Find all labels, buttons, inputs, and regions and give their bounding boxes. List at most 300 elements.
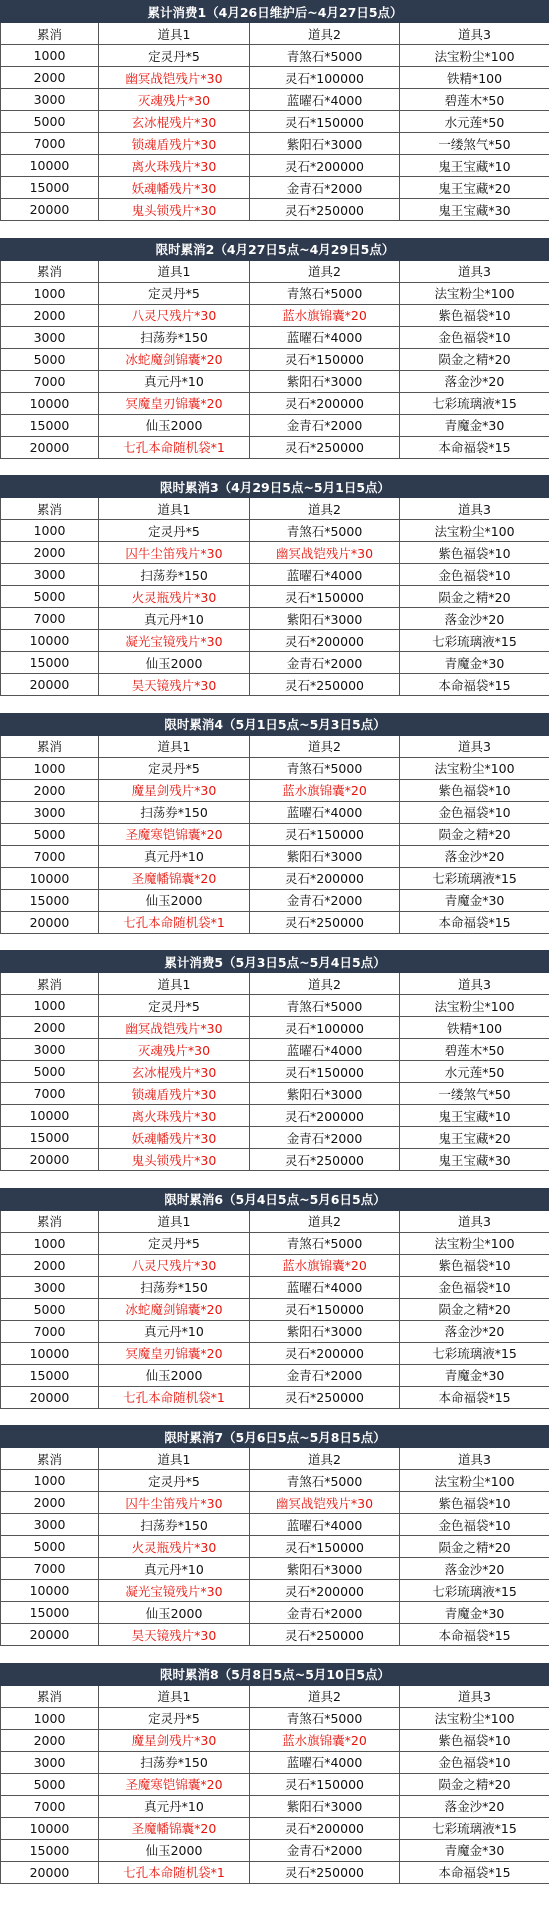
reward-item-cell: 锁魂盾残片*30 [99, 1083, 250, 1105]
reward-item-cell: 昊天镜残片*30 [99, 674, 250, 696]
reward-item-cell: 仙玉2000 [99, 1839, 250, 1861]
reward-item-cell: 鬼王宝藏*20 [400, 1127, 549, 1149]
table-row [1, 414, 549, 436]
reward-item-cell: 灵石*250000 [250, 436, 400, 458]
reward-item-cell: 仙玉2000 [99, 1602, 250, 1624]
table-title: 限时累消6（5月4日5点~5月6日5点） [1, 1188, 549, 1210]
table-row [1, 89, 549, 111]
spend-threshold-cell: 7000 [1, 845, 99, 867]
spend-threshold-cell: 3000 [1, 326, 99, 348]
table-row [1, 823, 549, 845]
reward-table [0, 1188, 549, 1409]
spend-threshold-cell: 5000 [1, 111, 99, 133]
reward-item-cell: 灵石*200000 [250, 1342, 400, 1364]
spend-threshold-cell: 10000 [1, 392, 99, 414]
table-header-row [1, 1685, 549, 1707]
table-row [1, 1470, 549, 1492]
reward-item-cell: 本命福袋*15 [400, 1624, 549, 1646]
spend-threshold-cell: 10000 [1, 630, 99, 652]
table-row [1, 1149, 549, 1171]
reward-item-cell: 金青石*2000 [250, 414, 400, 436]
reward-item-cell: 七孔本命随机袋*1 [99, 1386, 250, 1408]
reward-item-cell: 冰蛇魔剑锦囊*20 [99, 348, 250, 370]
reward-item-cell: 水元莲*50 [400, 111, 549, 133]
column-header: 道具1 [99, 1685, 250, 1707]
reward-item-cell: 金青石*2000 [250, 889, 400, 911]
reward-item-cell: 火灵瓶残片*30 [99, 586, 250, 608]
reward-item-cell: 灵石*250000 [250, 1624, 400, 1646]
spend-threshold-cell: 20000 [1, 1861, 99, 1883]
table-row [1, 155, 549, 177]
reward-item-cell: 鬼王宝藏*30 [400, 199, 549, 221]
table-row [1, 1795, 549, 1817]
reward-item-cell: 玄冰棍残片*30 [99, 111, 250, 133]
reward-item-cell: 灵石*200000 [250, 155, 400, 177]
reward-item-cell: 灭魂残片*30 [99, 1039, 250, 1061]
spend-threshold-cell: 1000 [1, 520, 99, 542]
reward-item-cell: 法宝粉尘*100 [400, 1470, 549, 1492]
reward-item-cell: 妖魂幡残片*30 [99, 1127, 250, 1149]
table-row [1, 1602, 549, 1624]
column-header: 道具3 [400, 260, 549, 282]
reward-item-cell: 紫阳石*3000 [250, 1795, 400, 1817]
column-header: 累消 [1, 1448, 99, 1470]
table-title: 累计消费1（4月26日维护后~4月27日5点） [1, 1, 549, 23]
reward-item-cell: 金青石*2000 [250, 652, 400, 674]
reward-item-cell: 真元丹*10 [99, 370, 250, 392]
reward-item-cell: 蓝水旗锦囊*20 [250, 779, 400, 801]
spend-threshold-cell: 2000 [1, 1729, 99, 1751]
table-row [1, 586, 549, 608]
table-row [1, 1039, 549, 1061]
table-row [1, 1254, 549, 1276]
reward-item-cell: 紫阳石*3000 [250, 845, 400, 867]
table-row [1, 326, 549, 348]
table-row [1, 1514, 549, 1536]
reward-item-cell: 扫荡券*150 [99, 326, 250, 348]
reward-item-cell: 灵石*200000 [250, 1105, 400, 1127]
reward-item-cell: 鬼头锁残片*30 [99, 1149, 250, 1171]
column-header: 道具3 [400, 735, 549, 757]
column-header: 道具2 [250, 498, 400, 520]
column-header: 道具3 [400, 973, 549, 995]
reward-item-cell: 紫阳石*3000 [250, 608, 400, 630]
reward-item-cell: 本命福袋*15 [400, 674, 549, 696]
column-header: 累消 [1, 498, 99, 520]
reward-item-cell: 蓝曜石*4000 [250, 1039, 400, 1061]
reward-item-cell: 青魔金*30 [400, 652, 549, 674]
column-header: 道具1 [99, 735, 250, 757]
reward-item-cell: 真元丹*10 [99, 1558, 250, 1580]
reward-item-cell: 青煞石*5000 [250, 1707, 400, 1729]
reward-table [0, 1425, 549, 1646]
reward-item-cell: 圣魔幡锦囊*20 [99, 1817, 250, 1839]
table-row [1, 1839, 549, 1861]
reward-item-cell: 灵石*200000 [250, 630, 400, 652]
spend-threshold-cell: 15000 [1, 889, 99, 911]
reward-item-cell: 陨金之精*20 [400, 1536, 549, 1558]
spend-threshold-cell: 15000 [1, 652, 99, 674]
reward-item-cell: 圣魔寒铠锦囊*20 [99, 1773, 250, 1795]
reward-item-cell: 金色福袋*10 [400, 564, 549, 586]
reward-item-cell: 幽冥战铠残片*30 [250, 1492, 400, 1514]
spend-threshold-cell: 3000 [1, 1039, 99, 1061]
column-header: 道具3 [400, 1685, 549, 1707]
reward-item-cell: 铁精*100 [400, 1017, 549, 1039]
reward-item-cell: 法宝粉尘*100 [400, 520, 549, 542]
spend-threshold-cell: 3000 [1, 89, 99, 111]
table-title: 累计消费5（5月3日5点~5月4日5点） [1, 951, 549, 973]
reward-item-cell: 青煞石*5000 [250, 995, 400, 1017]
reward-item-cell: 蓝曜石*4000 [250, 1751, 400, 1773]
reward-item-cell: 凝光宝镜残片*30 [99, 630, 250, 652]
reward-item-cell: 水元莲*50 [400, 1061, 549, 1083]
reward-item-cell: 法宝粉尘*100 [400, 1707, 549, 1729]
spend-threshold-cell: 20000 [1, 436, 99, 458]
reward-item-cell: 金色福袋*10 [400, 801, 549, 823]
table-row [1, 995, 549, 1017]
reward-item-cell: 灵石*150000 [250, 1773, 400, 1795]
reward-item-cell: 仙玉2000 [99, 889, 250, 911]
reward-item-cell: 青煞石*5000 [250, 520, 400, 542]
reward-item-cell: 幽冥战铠残片*30 [250, 542, 400, 564]
column-header: 累消 [1, 260, 99, 282]
reward-item-cell: 紫阳石*3000 [250, 1558, 400, 1580]
column-header: 累消 [1, 1685, 99, 1707]
reward-item-cell: 落金沙*20 [400, 608, 549, 630]
table-header-row [1, 973, 549, 995]
reward-item-cell: 落金沙*20 [400, 1558, 549, 1580]
table-header-row [1, 260, 549, 282]
reward-item-cell: 灵石*200000 [250, 867, 400, 889]
reward-item-cell: 扫荡券*150 [99, 564, 250, 586]
table-header-row [1, 1210, 549, 1232]
table-row [1, 1320, 549, 1342]
table-row [1, 1817, 549, 1839]
column-header: 道具2 [250, 1685, 400, 1707]
reward-item-cell: 金色福袋*10 [400, 1276, 549, 1298]
reward-item-cell: 蓝曜石*4000 [250, 801, 400, 823]
reward-item-cell: 灵石*150000 [250, 348, 400, 370]
table-row [1, 370, 549, 392]
reward-item-cell: 扫荡券*150 [99, 1514, 250, 1536]
reward-item-cell: 七彩琉璃液*15 [400, 1342, 549, 1364]
table-row [1, 757, 549, 779]
reward-item-cell: 定灵丹*5 [99, 282, 250, 304]
reward-item-cell: 蓝曜石*4000 [250, 326, 400, 348]
spend-threshold-cell: 2000 [1, 304, 99, 326]
reward-item-cell: 金青石*2000 [250, 177, 400, 199]
table-row [1, 199, 549, 221]
reward-item-cell: 定灵丹*5 [99, 757, 250, 779]
reward-item-cell: 紫色福袋*10 [400, 1492, 549, 1514]
table-row [1, 133, 549, 155]
spend-threshold-cell: 2000 [1, 1254, 99, 1276]
reward-item-cell: 灵石*250000 [250, 1386, 400, 1408]
table-title: 限时累消7（5月6日5点~5月8日5点） [1, 1426, 549, 1448]
reward-item-cell: 灵石*150000 [250, 586, 400, 608]
spend-threshold-cell: 7000 [1, 1083, 99, 1105]
column-header: 道具1 [99, 498, 250, 520]
reward-item-cell: 紫色福袋*10 [400, 779, 549, 801]
spend-threshold-cell: 7000 [1, 370, 99, 392]
reward-item-cell: 七彩琉璃液*15 [400, 867, 549, 889]
reward-item-cell: 仙玉2000 [99, 652, 250, 674]
spend-threshold-cell: 5000 [1, 823, 99, 845]
spend-threshold-cell: 3000 [1, 1514, 99, 1536]
reward-item-cell: 紫色福袋*10 [400, 1729, 549, 1751]
table-row [1, 652, 549, 674]
reward-item-cell: 灵石*150000 [250, 1298, 400, 1320]
spend-threshold-cell: 5000 [1, 348, 99, 370]
reward-item-cell: 幽冥战铠残片*30 [99, 1017, 250, 1039]
table-row [1, 1536, 549, 1558]
table-row [1, 801, 549, 823]
reward-item-cell: 法宝粉尘*100 [400, 757, 549, 779]
spend-threshold-cell: 20000 [1, 674, 99, 696]
table-row [1, 867, 549, 889]
reward-item-cell: 蓝曜石*4000 [250, 564, 400, 586]
reward-item-cell: 灵石*250000 [250, 674, 400, 696]
spend-threshold-cell: 5000 [1, 1536, 99, 1558]
spend-threshold-cell: 1000 [1, 757, 99, 779]
reward-item-cell: 金色福袋*10 [400, 1514, 549, 1536]
spend-threshold-cell: 1000 [1, 1707, 99, 1729]
spend-threshold-cell: 7000 [1, 1320, 99, 1342]
column-header: 累消 [1, 735, 99, 757]
table-row [1, 889, 549, 911]
reward-item-cell: 青煞石*5000 [250, 45, 400, 67]
reward-item-cell: 仙玉2000 [99, 1364, 250, 1386]
table-row [1, 1707, 549, 1729]
reward-item-cell: 本命福袋*15 [400, 436, 549, 458]
reward-item-cell: 蓝曜石*4000 [250, 89, 400, 111]
reward-item-cell: 落金沙*20 [400, 845, 549, 867]
spend-threshold-cell: 3000 [1, 1751, 99, 1773]
column-header: 道具2 [250, 973, 400, 995]
reward-item-cell: 圣魔幡锦囊*20 [99, 867, 250, 889]
table-header-row [1, 1448, 549, 1470]
table-row [1, 674, 549, 696]
reward-item-cell: 七彩琉璃液*15 [400, 1817, 549, 1839]
table-row [1, 1017, 549, 1039]
column-header: 道具3 [400, 1448, 549, 1470]
reward-item-cell: 囚牛尘笛残片*30 [99, 542, 250, 564]
reward-item-cell: 落金沙*20 [400, 370, 549, 392]
reward-item-cell: 圣魔寒铠锦囊*20 [99, 823, 250, 845]
table-row [1, 348, 549, 370]
reward-item-cell: 真元丹*10 [99, 608, 250, 630]
reward-item-cell: 妖魂幡残片*30 [99, 177, 250, 199]
reward-item-cell: 青魔金*30 [400, 1602, 549, 1624]
reward-item-cell: 青煞石*5000 [250, 757, 400, 779]
column-header: 道具1 [99, 1210, 250, 1232]
table-row [1, 1386, 549, 1408]
table-row [1, 1061, 549, 1083]
reward-item-cell: 鬼王宝藏*10 [400, 1105, 549, 1127]
spend-threshold-cell: 20000 [1, 1149, 99, 1171]
reward-item-cell: 青煞石*5000 [250, 1232, 400, 1254]
table-row [1, 304, 549, 326]
spend-threshold-cell: 5000 [1, 1773, 99, 1795]
spend-threshold-cell: 20000 [1, 1386, 99, 1408]
reward-item-cell: 冥魔皇刃锦囊*20 [99, 1342, 250, 1364]
reward-item-cell: 一缕煞气*50 [400, 1083, 549, 1105]
reward-item-cell: 魔星剑残片*30 [99, 779, 250, 801]
reward-item-cell: 蓝水旗锦囊*20 [250, 304, 400, 326]
reward-table [0, 950, 549, 1171]
reward-item-cell: 紫色福袋*10 [400, 1254, 549, 1276]
spend-threshold-cell: 10000 [1, 1580, 99, 1602]
table-row [1, 1298, 549, 1320]
reward-item-cell: 鬼王宝藏*30 [400, 1149, 549, 1171]
table-row [1, 520, 549, 542]
column-header: 累消 [1, 1210, 99, 1232]
spend-threshold-cell: 15000 [1, 1364, 99, 1386]
table-row [1, 436, 549, 458]
reward-item-cell: 碧莲木*50 [400, 1039, 549, 1061]
table-row [1, 1127, 549, 1149]
table-row [1, 1773, 549, 1795]
reward-item-cell: 灵石*150000 [250, 1536, 400, 1558]
column-header: 道具1 [99, 260, 250, 282]
reward-item-cell: 法宝粉尘*100 [400, 282, 549, 304]
reward-item-cell: 扫荡券*150 [99, 1751, 250, 1773]
reward-item-cell: 落金沙*20 [400, 1320, 549, 1342]
column-header: 累消 [1, 23, 99, 45]
reward-item-cell: 七孔本命随机袋*1 [99, 911, 250, 933]
reward-item-cell: 紫阳石*3000 [250, 1083, 400, 1105]
reward-table [0, 713, 549, 934]
reward-item-cell: 昊天镜残片*30 [99, 1624, 250, 1646]
reward-item-cell: 法宝粉尘*100 [400, 45, 549, 67]
column-header: 道具3 [400, 1210, 549, 1232]
reward-item-cell: 陨金之精*20 [400, 1773, 549, 1795]
reward-item-cell: 灵石*150000 [250, 823, 400, 845]
table-row [1, 1342, 549, 1364]
reward-item-cell: 七彩琉璃液*15 [400, 392, 549, 414]
spend-threshold-cell: 2000 [1, 1017, 99, 1039]
table-header-row [1, 735, 549, 757]
reward-item-cell: 定灵丹*5 [99, 45, 250, 67]
reward-item-cell: 幽冥战铠残片*30 [99, 67, 250, 89]
reward-item-cell: 青煞石*5000 [250, 1470, 400, 1492]
spend-threshold-cell: 2000 [1, 67, 99, 89]
spend-threshold-cell: 7000 [1, 1558, 99, 1580]
reward-item-cell: 金青石*2000 [250, 1127, 400, 1149]
spend-threshold-cell: 7000 [1, 608, 99, 630]
reward-item-cell: 一缕煞气*50 [400, 133, 549, 155]
reward-item-cell: 锁魂盾残片*30 [99, 133, 250, 155]
reward-item-cell: 金青石*2000 [250, 1602, 400, 1624]
reward-item-cell: 金色福袋*10 [400, 326, 549, 348]
reward-item-cell: 陨金之精*20 [400, 586, 549, 608]
spend-threshold-cell: 3000 [1, 1276, 99, 1298]
spend-threshold-cell: 15000 [1, 1839, 99, 1861]
column-header: 道具2 [250, 735, 400, 757]
table-row [1, 1729, 549, 1751]
spend-threshold-cell: 10000 [1, 155, 99, 177]
spend-threshold-cell: 5000 [1, 1298, 99, 1320]
spend-threshold-cell: 3000 [1, 564, 99, 586]
table-row [1, 392, 549, 414]
reward-item-cell: 定灵丹*5 [99, 520, 250, 542]
reward-item-cell: 灵石*100000 [250, 67, 400, 89]
spend-threshold-cell: 15000 [1, 414, 99, 436]
reward-item-cell: 离火珠残片*30 [99, 155, 250, 177]
table-row [1, 1276, 549, 1298]
reward-item-cell: 青魔金*30 [400, 889, 549, 911]
table-title: 限时累消2（4月27日5点~4月29日5点） [1, 238, 549, 260]
reward-item-cell: 灵石*250000 [250, 199, 400, 221]
table-row [1, 177, 549, 199]
reward-table [0, 1663, 549, 1884]
table-title: 限时累消3（4月29日5点~5月1日5点） [1, 476, 549, 498]
reward-item-cell: 灭魂残片*30 [99, 89, 250, 111]
reward-item-cell: 定灵丹*5 [99, 1232, 250, 1254]
reward-item-cell: 定灵丹*5 [99, 1707, 250, 1729]
table-row [1, 1558, 549, 1580]
spend-threshold-cell: 1000 [1, 995, 99, 1017]
reward-item-cell: 八灵尺残片*30 [99, 304, 250, 326]
reward-item-cell: 灵石*200000 [250, 1817, 400, 1839]
spend-threshold-cell: 5000 [1, 1061, 99, 1083]
reward-item-cell: 紫阳石*3000 [250, 370, 400, 392]
reward-item-cell: 七彩琉璃液*15 [400, 630, 549, 652]
reward-item-cell: 蓝水旗锦囊*20 [250, 1254, 400, 1276]
reward-item-cell: 仙玉2000 [99, 414, 250, 436]
reward-table [0, 0, 549, 221]
reward-item-cell: 灵石*250000 [250, 911, 400, 933]
spend-threshold-cell: 5000 [1, 586, 99, 608]
table-row [1, 845, 549, 867]
table-row [1, 1492, 549, 1514]
reward-item-cell: 本命福袋*15 [400, 911, 549, 933]
spend-threshold-cell: 10000 [1, 1342, 99, 1364]
reward-item-cell: 青煞石*5000 [250, 282, 400, 304]
reward-item-cell: 定灵丹*5 [99, 995, 250, 1017]
reward-item-cell: 七彩琉璃液*15 [400, 1580, 549, 1602]
reward-item-cell: 离火珠残片*30 [99, 1105, 250, 1127]
spend-threshold-cell: 15000 [1, 1602, 99, 1624]
table-row [1, 111, 549, 133]
reward-item-cell: 灵石*150000 [250, 111, 400, 133]
reward-item-cell: 扫荡券*150 [99, 801, 250, 823]
table-row [1, 1580, 549, 1602]
reward-table [0, 475, 549, 696]
reward-item-cell: 本命福袋*15 [400, 1386, 549, 1408]
column-header: 累消 [1, 973, 99, 995]
table-row [1, 911, 549, 933]
spend-threshold-cell: 3000 [1, 801, 99, 823]
reward-item-cell: 铁精*100 [400, 67, 549, 89]
reward-item-cell: 灵石*250000 [250, 1861, 400, 1883]
table-row [1, 630, 549, 652]
spend-threshold-cell: 20000 [1, 199, 99, 221]
reward-item-cell: 七孔本命随机袋*1 [99, 1861, 250, 1883]
spend-threshold-cell: 2000 [1, 542, 99, 564]
table-row [1, 608, 549, 630]
reward-item-cell: 鬼王宝藏*20 [400, 177, 549, 199]
column-header: 道具1 [99, 973, 250, 995]
column-header: 道具3 [400, 498, 549, 520]
reward-item-cell: 法宝粉尘*100 [400, 995, 549, 1017]
reward-item-cell: 紫色福袋*10 [400, 542, 549, 564]
spend-threshold-cell: 10000 [1, 1105, 99, 1127]
reward-item-cell: 陨金之精*20 [400, 348, 549, 370]
spend-threshold-cell: 1000 [1, 282, 99, 304]
table-title: 限时累消4（5月1日5点~5月3日5点） [1, 713, 549, 735]
